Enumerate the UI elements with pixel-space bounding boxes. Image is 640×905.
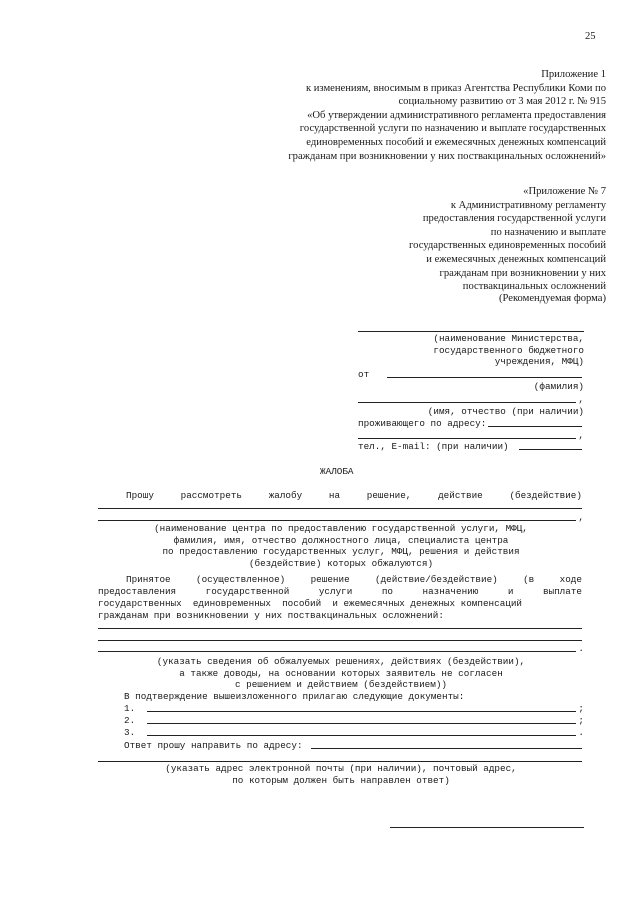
- decision-word: государственной: [205, 586, 290, 597]
- center-hint-line: (наименование центра по предоставлению государственной услуги, МФЦ,: [154, 523, 528, 534]
- decision-word: и: [507, 586, 514, 597]
- appendix-1-line: «Об утверждении административного регламента предоставления: [307, 109, 606, 121]
- ministry-hint-line: государственного бюджетного: [433, 344, 584, 356]
- appendix-7-line: поствакцинальных осложнений: [462, 281, 606, 293]
- center-hint: [98, 523, 584, 570]
- appendix-1-block: [186, 68, 606, 163]
- appendix-1-line: социальному развитию от 3 мая 2012 г. № 915: [398, 96, 606, 108]
- signature-line[interactable]: [390, 827, 584, 828]
- decision-line-3: государственных единовременных пособий и ежемесячных денежных компенсаций: [98, 598, 523, 609]
- address-field-2[interactable]: [358, 430, 584, 442]
- contacts-field[interactable]: [358, 441, 584, 453]
- request-word: Прошу: [126, 490, 154, 501]
- details-hint-line: а также доводы, на основании которых заявитель не согласен: [179, 667, 503, 679]
- center-hint-line: по предоставлению государственных услуг, МФЦ, решения и действия: [162, 546, 520, 558]
- attachment-number: 1.: [124, 703, 136, 714]
- decision-word: (в: [523, 574, 535, 585]
- appendix-7-line: «Приложение № 7: [523, 186, 606, 197]
- appendix-1-line: гражданам при возникновении у них поствакцинальных осложнений»: [288, 150, 606, 162]
- request-word: рассмотреть: [180, 490, 242, 501]
- attachment-end-mark: ;: [578, 715, 584, 726]
- page-number: 25: [585, 31, 596, 42]
- decision-line-2: [98, 586, 582, 598]
- attachment-input-line[interactable]: [147, 711, 576, 712]
- address-input-line[interactable]: [488, 426, 582, 427]
- complaint-title: ЖАЛОБА: [320, 466, 354, 477]
- attachment-end-mark: .: [578, 727, 584, 738]
- decision-line-1: [126, 574, 582, 586]
- from-input-line[interactable]: [387, 377, 582, 378]
- reply-address-input-line-2[interactable]: [98, 761, 582, 762]
- appendix-7-line: и ежемесячных денежных компенсаций: [426, 253, 606, 265]
- request-input-line-2[interactable]: [98, 520, 576, 521]
- appendix-7-block: [306, 185, 606, 294]
- decision-word: (действие/бездействие): [375, 574, 498, 585]
- name-field[interactable]: [358, 394, 584, 406]
- decision-line-4: гражданам при возникновении у них поствакцинальных осложнений:: [98, 610, 444, 621]
- reply-hint-line: (указать адрес электронной почты (при наличии), почтовый адрес,: [165, 763, 517, 774]
- reply-hint-line: по которым должен быть направлен ответ): [232, 774, 450, 786]
- appendix-1-line: к изменениям, вносимым в приказ Агентства Республики Коми по: [305, 82, 606, 94]
- period: .: [578, 643, 584, 654]
- details-hint-line: (указать сведения об обжалуемых решениях, действиях (бездействии),: [156, 656, 526, 667]
- address-field[interactable]: [358, 418, 584, 430]
- details-hint-line: с решением и действием (бездействием)): [234, 679, 447, 691]
- decision-word: предоставления: [98, 586, 177, 597]
- appendix-7-line: по назначению и выплате: [490, 226, 606, 238]
- ministry-hint-line: (наименование Министерства,: [433, 333, 584, 344]
- address-input-line-2[interactable]: [358, 438, 576, 439]
- comma: ,: [578, 394, 584, 405]
- decision-word: ходе: [559, 574, 582, 585]
- decision-word: (осуществленное): [195, 574, 286, 585]
- center-hint-line: (бездействие) которых обжалуются): [248, 558, 434, 570]
- appendix-1-line: государственной услуги по назначению и выплате государственных: [299, 123, 606, 135]
- reply-address-label: Ответ прошу направить по адресу:: [124, 740, 303, 751]
- recommended-form-label: (Рекомендуемая форма): [498, 293, 606, 304]
- request-input-row-2[interactable]: [98, 512, 584, 524]
- from-label: от: [358, 369, 370, 380]
- attachments-label: В подтверждение вышеизложенного прилагаю следующие документы:: [124, 691, 465, 702]
- attachment-input-line[interactable]: [147, 735, 576, 736]
- attachment-end-mark: ;: [578, 703, 584, 714]
- appendix-1-line: Приложение 1: [541, 69, 606, 80]
- request-word: жалобу: [268, 490, 303, 501]
- details-input-line-2[interactable]: [98, 640, 582, 641]
- surname-hint: (фамилия): [533, 381, 584, 392]
- comma: ,: [578, 430, 584, 441]
- request-word: решение,: [366, 490, 412, 501]
- appendix-1-line: единовременных пособий и ежемесячных денежных компенсаций: [306, 136, 606, 148]
- decision-word: Принятое: [126, 574, 171, 585]
- request-word: на: [328, 490, 341, 501]
- attachment-input-line[interactable]: [147, 723, 576, 724]
- reply-hint: [98, 763, 584, 786]
- residing-label: проживающего по адресу:: [358, 418, 487, 429]
- request-line: [126, 490, 582, 502]
- details-input-line-3[interactable]: [98, 651, 576, 652]
- ministry-hint: [358, 333, 584, 368]
- appendix-7-line: предоставления государственной услуги: [422, 213, 606, 225]
- contacts-input-line[interactable]: [519, 449, 582, 450]
- decision-word: услуги: [318, 586, 353, 597]
- details-hint: [98, 656, 584, 691]
- request-word: действие: [438, 490, 483, 501]
- contacts-label: тел., E-mail: (при наличии): [358, 441, 509, 452]
- details-input-line-1[interactable]: [98, 628, 582, 629]
- attachment-row-2[interactable]: [124, 715, 584, 727]
- appendix-7-line: гражданам при возникновении у них: [439, 267, 606, 279]
- name-hint: (имя, отчество (при наличии): [427, 406, 584, 417]
- from-field[interactable]: [358, 369, 584, 381]
- decision-word: выплате: [542, 586, 582, 597]
- decision-word: решение: [310, 574, 350, 585]
- appendix-7-line: к Административному регламенту: [450, 199, 606, 211]
- reply-address-row[interactable]: [124, 740, 584, 752]
- attachment-row-1[interactable]: [124, 703, 584, 715]
- reply-address-input-line[interactable]: [311, 748, 582, 749]
- attachment-number: 3.: [124, 727, 136, 738]
- attachment-number: 2.: [124, 715, 136, 726]
- decision-word: назначению: [422, 586, 479, 597]
- ministry-name-line: [358, 331, 584, 332]
- details-input-row-3[interactable]: [98, 643, 584, 655]
- request-input-line[interactable]: [98, 508, 582, 509]
- attachment-row-3[interactable]: [124, 727, 584, 739]
- name-input-line[interactable]: [358, 402, 576, 403]
- request-word: (бездействие): [509, 490, 582, 501]
- comma: ,: [578, 512, 584, 523]
- ministry-hint-line: учреждения, МФЦ): [494, 356, 584, 368]
- decision-word: по: [381, 586, 393, 597]
- center-hint-line: фамилия, имя, отчество должностного лица, специалиста центра: [173, 534, 509, 546]
- appendix-7-line: государственных единовременных пособий: [409, 240, 606, 252]
